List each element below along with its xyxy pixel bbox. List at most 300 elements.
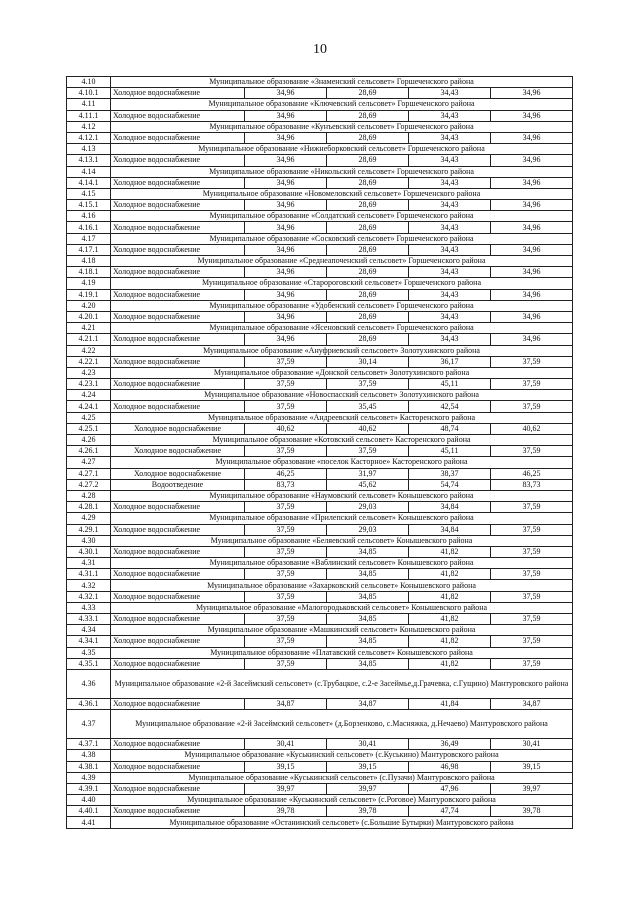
- municipality-title: Муниципальное образование «Ясеновский сельсовет» Горшеченского района: [111, 323, 573, 334]
- tariff-value: 40,62: [327, 423, 409, 434]
- item-row: [67, 379, 573, 390]
- tariff-value: 28,69: [327, 155, 409, 166]
- item-row: [67, 636, 573, 647]
- municipality-title: Муниципальное образование «Никольский сельсовет» Горшеченского района: [111, 166, 573, 177]
- tariff-value: 34,96: [491, 155, 573, 166]
- row-number: 4.36.1: [67, 698, 111, 709]
- item-row: [67, 806, 573, 817]
- service-label: Холодное водоснабжение: [111, 468, 245, 479]
- row-number: 4.23: [67, 367, 111, 378]
- item-row: [67, 502, 573, 513]
- group-row: [67, 144, 573, 155]
- row-number: 4.22.1: [67, 356, 111, 367]
- tariff-value: 37,59: [491, 524, 573, 535]
- item-row: [67, 200, 573, 211]
- tariff-value: 46,25: [491, 468, 573, 479]
- municipality-title: Муниципальное образование «Новомеловский сельсовет» Горшеченского района: [111, 188, 573, 199]
- service-label: Холодное водоснабжение: [111, 423, 245, 434]
- row-number: 4.10: [67, 77, 111, 88]
- service-label: Холодное водоснабжение: [111, 289, 245, 300]
- municipality-title: Муниципальное образование «2-й Засеймский сельсовет» (с.Трубацкое, с.2-е Засеймье,д.Грачевка, с.Гущино) Мантуровского района: [111, 669, 573, 698]
- group-row: [67, 188, 573, 199]
- group-row: [67, 625, 573, 636]
- group-row: [67, 412, 573, 423]
- service-label: Холодное водоснабжение: [111, 569, 245, 580]
- municipality-title: Муниципальное образование «Нижнеборковский сельсовет» Горшеченского района: [111, 144, 573, 155]
- item-row: [67, 468, 573, 479]
- item-row: [67, 546, 573, 557]
- tariff-value: 39,78: [491, 806, 573, 817]
- tariff-value: 38,37: [409, 468, 491, 479]
- row-number: 4.37.1: [67, 739, 111, 750]
- tariff-value: 34,43: [409, 289, 491, 300]
- tariff-value: 39,15: [491, 761, 573, 772]
- item-row: [67, 132, 573, 143]
- row-number: 4.26.1: [67, 446, 111, 457]
- group-row: [67, 580, 573, 591]
- row-number: 4.22: [67, 345, 111, 356]
- municipality-title: Муниципальное образование «Платавский сельсовет» Конышевского района: [111, 647, 573, 658]
- group-row: [67, 367, 573, 378]
- tariff-value: 34,43: [409, 311, 491, 322]
- row-number: 4.20.1: [67, 311, 111, 322]
- row-number: 4.25: [67, 412, 111, 423]
- service-label: Холодное водоснабжение: [111, 132, 245, 143]
- municipality-title: Муниципальное образование «поселок Касторное» Касторенского района: [111, 457, 573, 468]
- tariff-value: 30,41: [327, 739, 409, 750]
- municipality-title: Муниципальное образование «Удобенский сельсовет» Горшеченского района: [111, 300, 573, 311]
- tariff-value: 47,74: [409, 806, 491, 817]
- tariff-value: 34,43: [409, 267, 491, 278]
- service-label: Холодное водоснабжение: [111, 524, 245, 535]
- tariff-value: 36,49: [409, 739, 491, 750]
- item-row: [67, 267, 573, 278]
- service-label: Холодное водоснабжение: [111, 636, 245, 647]
- tariff-value: 41,82: [409, 591, 491, 602]
- tariff-value: 41,82: [409, 569, 491, 580]
- municipality-title: Муниципальное образование «Знаменский сельсовет» Горшеченского района: [111, 77, 573, 88]
- tariff-value: 41,82: [409, 614, 491, 625]
- row-number: 4.14.1: [67, 177, 111, 188]
- tariff-value: 37,59: [245, 502, 327, 513]
- tariff-value: 46,25: [245, 468, 327, 479]
- tariff-value: 28,69: [327, 132, 409, 143]
- tariff-value: 34,43: [409, 334, 491, 345]
- tariff-value: 34,87: [327, 698, 409, 709]
- tariff-value: 30,41: [491, 739, 573, 750]
- tariff-value: 34,96: [491, 267, 573, 278]
- tariff-value: 34,85: [327, 591, 409, 602]
- item-row: [67, 739, 573, 750]
- item-row: [67, 334, 573, 345]
- tariff-value: 34,96: [245, 334, 327, 345]
- group-row: [67, 256, 573, 267]
- tariff-value: 34,85: [327, 546, 409, 557]
- row-number: 4.31.1: [67, 569, 111, 580]
- row-number: 4.15: [67, 188, 111, 199]
- municipality-title: Муниципальное образование «Куськинский сельсовет» (с.Роговое) Мантуровского района: [111, 795, 573, 806]
- row-number: 4.39.1: [67, 783, 111, 794]
- service-label: Холодное водоснабжение: [111, 658, 245, 669]
- item-row: [67, 614, 573, 625]
- tariff-value: 34,84: [409, 524, 491, 535]
- row-number: 4.21: [67, 323, 111, 334]
- service-label: Холодное водоснабжение: [111, 267, 245, 278]
- row-number: 4.26: [67, 435, 111, 446]
- municipality-title: Муниципальное образование «Новоспасский сельсовет» Золотухинского района: [111, 390, 573, 401]
- tariff-value: 30,14: [327, 356, 409, 367]
- tariff-value: 28,69: [327, 289, 409, 300]
- tariff-value: 34,96: [245, 289, 327, 300]
- service-label: Холодное водоснабжение: [111, 88, 245, 99]
- tariff-value: 47,96: [409, 783, 491, 794]
- municipality-title: Муниципальное образование «Останинский сельсовет» (с.Большие Бутырки) Мантуровского района: [111, 817, 573, 828]
- row-number: 4.27: [67, 457, 111, 468]
- tariff-value: 34,87: [245, 698, 327, 709]
- group-row: [67, 390, 573, 401]
- tariff-value: 34,96: [491, 177, 573, 188]
- row-number: 4.33: [67, 602, 111, 613]
- group-row: [67, 211, 573, 222]
- municipality-title: Муниципальное образование «Прилепский сельсовет» Конышевского района: [111, 513, 573, 524]
- row-number: 4.12.1: [67, 132, 111, 143]
- row-number: 4.39: [67, 772, 111, 783]
- row-number: 4.40: [67, 795, 111, 806]
- tariff-value: 34,43: [409, 88, 491, 99]
- tariff-value: 45,11: [409, 446, 491, 457]
- group-row: [67, 772, 573, 783]
- service-label: Холодное водоснабжение: [111, 401, 245, 412]
- row-number: 4.37: [67, 710, 111, 739]
- municipality-title: Муниципальное образование «Машкинский сельсовет» Конышевского района: [111, 625, 573, 636]
- tariff-value: 46,98: [409, 761, 491, 772]
- group-row: [67, 710, 573, 739]
- tariff-value: 34,85: [327, 636, 409, 647]
- item-row: [67, 244, 573, 255]
- group-row: [67, 77, 573, 88]
- tariff-value: 37,59: [245, 546, 327, 557]
- item-row: [67, 446, 573, 457]
- service-label: Холодное водоснабжение: [111, 698, 245, 709]
- tariff-value: 34,85: [327, 569, 409, 580]
- tariff-value: 30,41: [245, 739, 327, 750]
- tariff-value: 39,97: [245, 783, 327, 794]
- tariff-value: 28,69: [327, 110, 409, 121]
- municipality-title: Муниципальное образование «Захарковский сельсовет» Конышевского района: [111, 580, 573, 591]
- row-number: 4.23.1: [67, 379, 111, 390]
- page-number: 10: [313, 42, 327, 57]
- row-number: 4.18: [67, 256, 111, 267]
- item-row: [67, 88, 573, 99]
- tariff-value: 34,96: [245, 222, 327, 233]
- tariff-value: 29,03: [327, 502, 409, 513]
- tariff-value: 39,78: [245, 806, 327, 817]
- item-row: [67, 569, 573, 580]
- municipality-title: Муниципальное образование «Котовский сельсовет» Касторенского района: [111, 435, 573, 446]
- group-row: [67, 121, 573, 132]
- tariff-value: 34,96: [245, 267, 327, 278]
- tariff-value: 34,96: [245, 177, 327, 188]
- municipality-title: Муниципальное образование «Кунъевский сельсовет» Горшеченского района: [111, 121, 573, 132]
- municipality-title: Муниципальное образование «Донской сельсовет» Золотухинского района: [111, 367, 573, 378]
- row-number: 4.27.2: [67, 479, 111, 490]
- row-number: 4.15.1: [67, 200, 111, 211]
- tariff-value: 45,62: [327, 479, 409, 490]
- row-number: 4.28.1: [67, 502, 111, 513]
- municipality-title: Муниципальное образование «Куськинский сельсовет» (с.Куськино) Мантуровского района: [111, 750, 573, 761]
- item-row: [67, 155, 573, 166]
- tariff-value: 34,84: [409, 502, 491, 513]
- item-row: [67, 524, 573, 535]
- row-number: 4.32.1: [67, 591, 111, 602]
- tariff-value: 41,82: [409, 658, 491, 669]
- tariff-value: 37,59: [327, 379, 409, 390]
- tariff-value: 41,82: [409, 636, 491, 647]
- group-row: [67, 558, 573, 569]
- service-label: Холодное водоснабжение: [111, 546, 245, 557]
- item-row: [67, 356, 573, 367]
- tariff-value: 83,73: [245, 479, 327, 490]
- service-label: Холодное водоснабжение: [111, 334, 245, 345]
- item-row: [67, 222, 573, 233]
- service-label: Холодное водоснабжение: [111, 244, 245, 255]
- tariff-value: 42,54: [409, 401, 491, 412]
- row-number: 4.34.1: [67, 636, 111, 647]
- municipality-title: Муниципальное образование «Малогородьковский сельсовет» Конышевского района: [111, 602, 573, 613]
- group-row: [67, 166, 573, 177]
- service-label: Холодное водоснабжение: [111, 222, 245, 233]
- row-number: 4.16: [67, 211, 111, 222]
- group-row: [67, 435, 573, 446]
- group-row: [67, 602, 573, 613]
- service-label: Холодное водоснабжение: [111, 110, 245, 121]
- service-label: Холодное водоснабжение: [111, 739, 245, 750]
- tariff-value: 34,43: [409, 200, 491, 211]
- row-number: 4.18.1: [67, 267, 111, 278]
- tariff-value: 34,96: [245, 110, 327, 121]
- row-number: 4.29.1: [67, 524, 111, 535]
- tariff-value: 37,59: [491, 379, 573, 390]
- group-row: [67, 300, 573, 311]
- municipality-title: Муниципальное образование «Ануфриевский сельсовет» Золотухинского района: [111, 345, 573, 356]
- tariff-value: 34,96: [245, 88, 327, 99]
- municipality-title: Муниципальное образование «Старороговский сельсовет» Горшеченского района: [111, 278, 573, 289]
- group-row: [67, 99, 573, 110]
- group-row: [67, 817, 573, 828]
- tariff-value: 34,85: [327, 658, 409, 669]
- service-label: Холодное водоснабжение: [111, 761, 245, 772]
- tariff-value: 34,96: [491, 110, 573, 121]
- tariff-value: 34,96: [491, 289, 573, 300]
- item-row: [67, 289, 573, 300]
- tariff-value: 37,59: [491, 502, 573, 513]
- row-number: 4.13: [67, 144, 111, 155]
- item-row: [67, 783, 573, 794]
- tariff-value: 34,96: [491, 200, 573, 211]
- group-row: [67, 345, 573, 356]
- item-row: [67, 401, 573, 412]
- service-label: Холодное водоснабжение: [111, 379, 245, 390]
- tariff-value: 37,59: [245, 636, 327, 647]
- tariff-value: 28,69: [327, 267, 409, 278]
- group-row: [67, 750, 573, 761]
- tariff-value: 39,15: [245, 761, 327, 772]
- tariff-value: 34,96: [245, 132, 327, 143]
- municipality-title: Муниципальное образование «Андреевский сельсовет» Касторенского района: [111, 412, 573, 423]
- row-number: 4.28: [67, 490, 111, 501]
- tariff-value: 34,96: [491, 334, 573, 345]
- service-label: Холодное водоснабжение: [111, 177, 245, 188]
- municipality-title: Муниципальное образование «Солдатский сельсовет» Горшеченского района: [111, 211, 573, 222]
- group-row: [67, 278, 573, 289]
- row-number: 4.30: [67, 535, 111, 546]
- service-label: Холодное водоснабжение: [111, 311, 245, 322]
- row-number: 4.19: [67, 278, 111, 289]
- tariff-value: 37,59: [491, 614, 573, 625]
- tariff-value: 34,96: [491, 132, 573, 143]
- tariff-value: 37,59: [245, 379, 327, 390]
- tariff-value: 37,59: [327, 446, 409, 457]
- tariff-value: 34,43: [409, 155, 491, 166]
- tariff-value: 37,59: [245, 356, 327, 367]
- row-number: 4.25.1: [67, 423, 111, 434]
- service-label: Холодное водоснабжение: [111, 200, 245, 211]
- municipality-title: Муниципальное образование «Ключевский сельсовет» Горшеченского района: [111, 99, 573, 110]
- tariff-value: 34,96: [245, 244, 327, 255]
- row-number: 4.16.1: [67, 222, 111, 233]
- group-row: [67, 669, 573, 698]
- row-number: 4.13.1: [67, 155, 111, 166]
- tariff-value: 35,45: [327, 401, 409, 412]
- tariff-value: 37,59: [491, 591, 573, 602]
- tariff-value: 28,69: [327, 88, 409, 99]
- tariff-value: 37,59: [491, 401, 573, 412]
- tariff-value: 28,69: [327, 334, 409, 345]
- row-number: 4.14: [67, 166, 111, 177]
- tariff-value: 34,85: [327, 614, 409, 625]
- row-number: 4.10.1: [67, 88, 111, 99]
- service-label: Водоотведение: [111, 479, 245, 490]
- tariff-value: 28,69: [327, 200, 409, 211]
- service-label: Холодное водоснабжение: [111, 806, 245, 817]
- tariff-value: 37,59: [245, 569, 327, 580]
- item-row: [67, 591, 573, 602]
- group-row: [67, 323, 573, 334]
- row-number: 4.31: [67, 558, 111, 569]
- municipality-title: Муниципальное образование «Наумовский сельсовет» Конышевского района: [111, 490, 573, 501]
- row-number: 4.24.1: [67, 401, 111, 412]
- row-number: 4.36: [67, 669, 111, 698]
- service-label: Холодное водоснабжение: [111, 356, 245, 367]
- service-label: Холодное водоснабжение: [111, 155, 245, 166]
- municipality-title: Муниципальное образование «Куськинский сельсовет» (с.Пузачи) Мантуровского района: [111, 772, 573, 783]
- item-row: [67, 177, 573, 188]
- tariff-value: 37,59: [491, 356, 573, 367]
- tariff-value: 34,96: [491, 88, 573, 99]
- tariff-value: 34,43: [409, 110, 491, 121]
- tariff-value: 39,97: [491, 783, 573, 794]
- item-row: [67, 698, 573, 709]
- row-number: 4.30.1: [67, 546, 111, 557]
- row-number: 4.33.1: [67, 614, 111, 625]
- group-row: [67, 535, 573, 546]
- tariff-value: 34,96: [245, 155, 327, 166]
- tariff-value: 29,03: [327, 524, 409, 535]
- service-label: Холодное водоснабжение: [111, 502, 245, 513]
- municipality-title: Муниципальное образование «Среднеапоченский сельсовет» Горшеченского района: [111, 256, 573, 267]
- row-number: 4.27.1: [67, 468, 111, 479]
- tariff-value: 37,59: [245, 591, 327, 602]
- tariff-value: 34,43: [409, 177, 491, 188]
- tariff-value: 28,69: [327, 177, 409, 188]
- item-row: [67, 761, 573, 772]
- tariff-value: 41,82: [409, 546, 491, 557]
- item-row: [67, 423, 573, 434]
- tariff-value: 39,78: [327, 806, 409, 817]
- row-number: 4.21.1: [67, 334, 111, 345]
- row-number: 4.38: [67, 750, 111, 761]
- tariff-value: 37,59: [245, 446, 327, 457]
- tariff-value: 36,17: [409, 356, 491, 367]
- tariff-value: 41,84: [409, 698, 491, 709]
- row-number: 4.38.1: [67, 761, 111, 772]
- tariff-table: [66, 76, 573, 829]
- group-row: [67, 457, 573, 468]
- tariff-value: 28,69: [327, 244, 409, 255]
- tariff-value: 40,62: [245, 423, 327, 434]
- tariff-value: 31,97: [327, 468, 409, 479]
- tariff-value: 34,96: [491, 311, 573, 322]
- row-number: 4.19.1: [67, 289, 111, 300]
- group-row: [67, 490, 573, 501]
- service-label: Холодное водоснабжение: [111, 446, 245, 457]
- tariff-value: 34,96: [245, 200, 327, 211]
- group-row: [67, 795, 573, 806]
- group-row: [67, 647, 573, 658]
- tariff-value: 39,97: [327, 783, 409, 794]
- table-body: [67, 77, 573, 829]
- tariff-value: 37,59: [245, 401, 327, 412]
- row-number: 4.32: [67, 580, 111, 591]
- tariff-value: 37,59: [245, 524, 327, 535]
- item-row: [67, 658, 573, 669]
- row-number: 4.34: [67, 625, 111, 636]
- group-row: [67, 513, 573, 524]
- service-label: Холодное водоснабжение: [111, 591, 245, 602]
- tariff-value: 37,59: [491, 636, 573, 647]
- tariff-value: 34,43: [409, 222, 491, 233]
- municipality-title: Муниципальное образование «Беляевский сельсовет» Конышевского района: [111, 535, 573, 546]
- row-number: 4.20: [67, 300, 111, 311]
- row-number: 4.35.1: [67, 658, 111, 669]
- municipality-title: Муниципальное образование «Ваблинский сельсовет» Конышевского района: [111, 558, 573, 569]
- tariff-value: 37,59: [245, 614, 327, 625]
- municipality-title: Муниципальное образование «2-й Засеймский сельсовет» (д.Борзенково, с.Масняжка, д.Нечаево) Мантуровского района: [111, 710, 573, 739]
- tariff-value: 34,43: [409, 132, 491, 143]
- tariff-value: 34,96: [245, 311, 327, 322]
- row-number: 4.24: [67, 390, 111, 401]
- tariff-value: 54,74: [409, 479, 491, 490]
- tariff-value: 34,96: [491, 244, 573, 255]
- item-row: [67, 110, 573, 121]
- tariff-value: 40,62: [491, 423, 573, 434]
- tariff-value: 37,59: [491, 446, 573, 457]
- tariff-value: 37,59: [491, 546, 573, 557]
- tariff-value: 28,69: [327, 311, 409, 322]
- item-row: [67, 479, 573, 490]
- item-row: [67, 311, 573, 322]
- tariff-value: 37,59: [491, 658, 573, 669]
